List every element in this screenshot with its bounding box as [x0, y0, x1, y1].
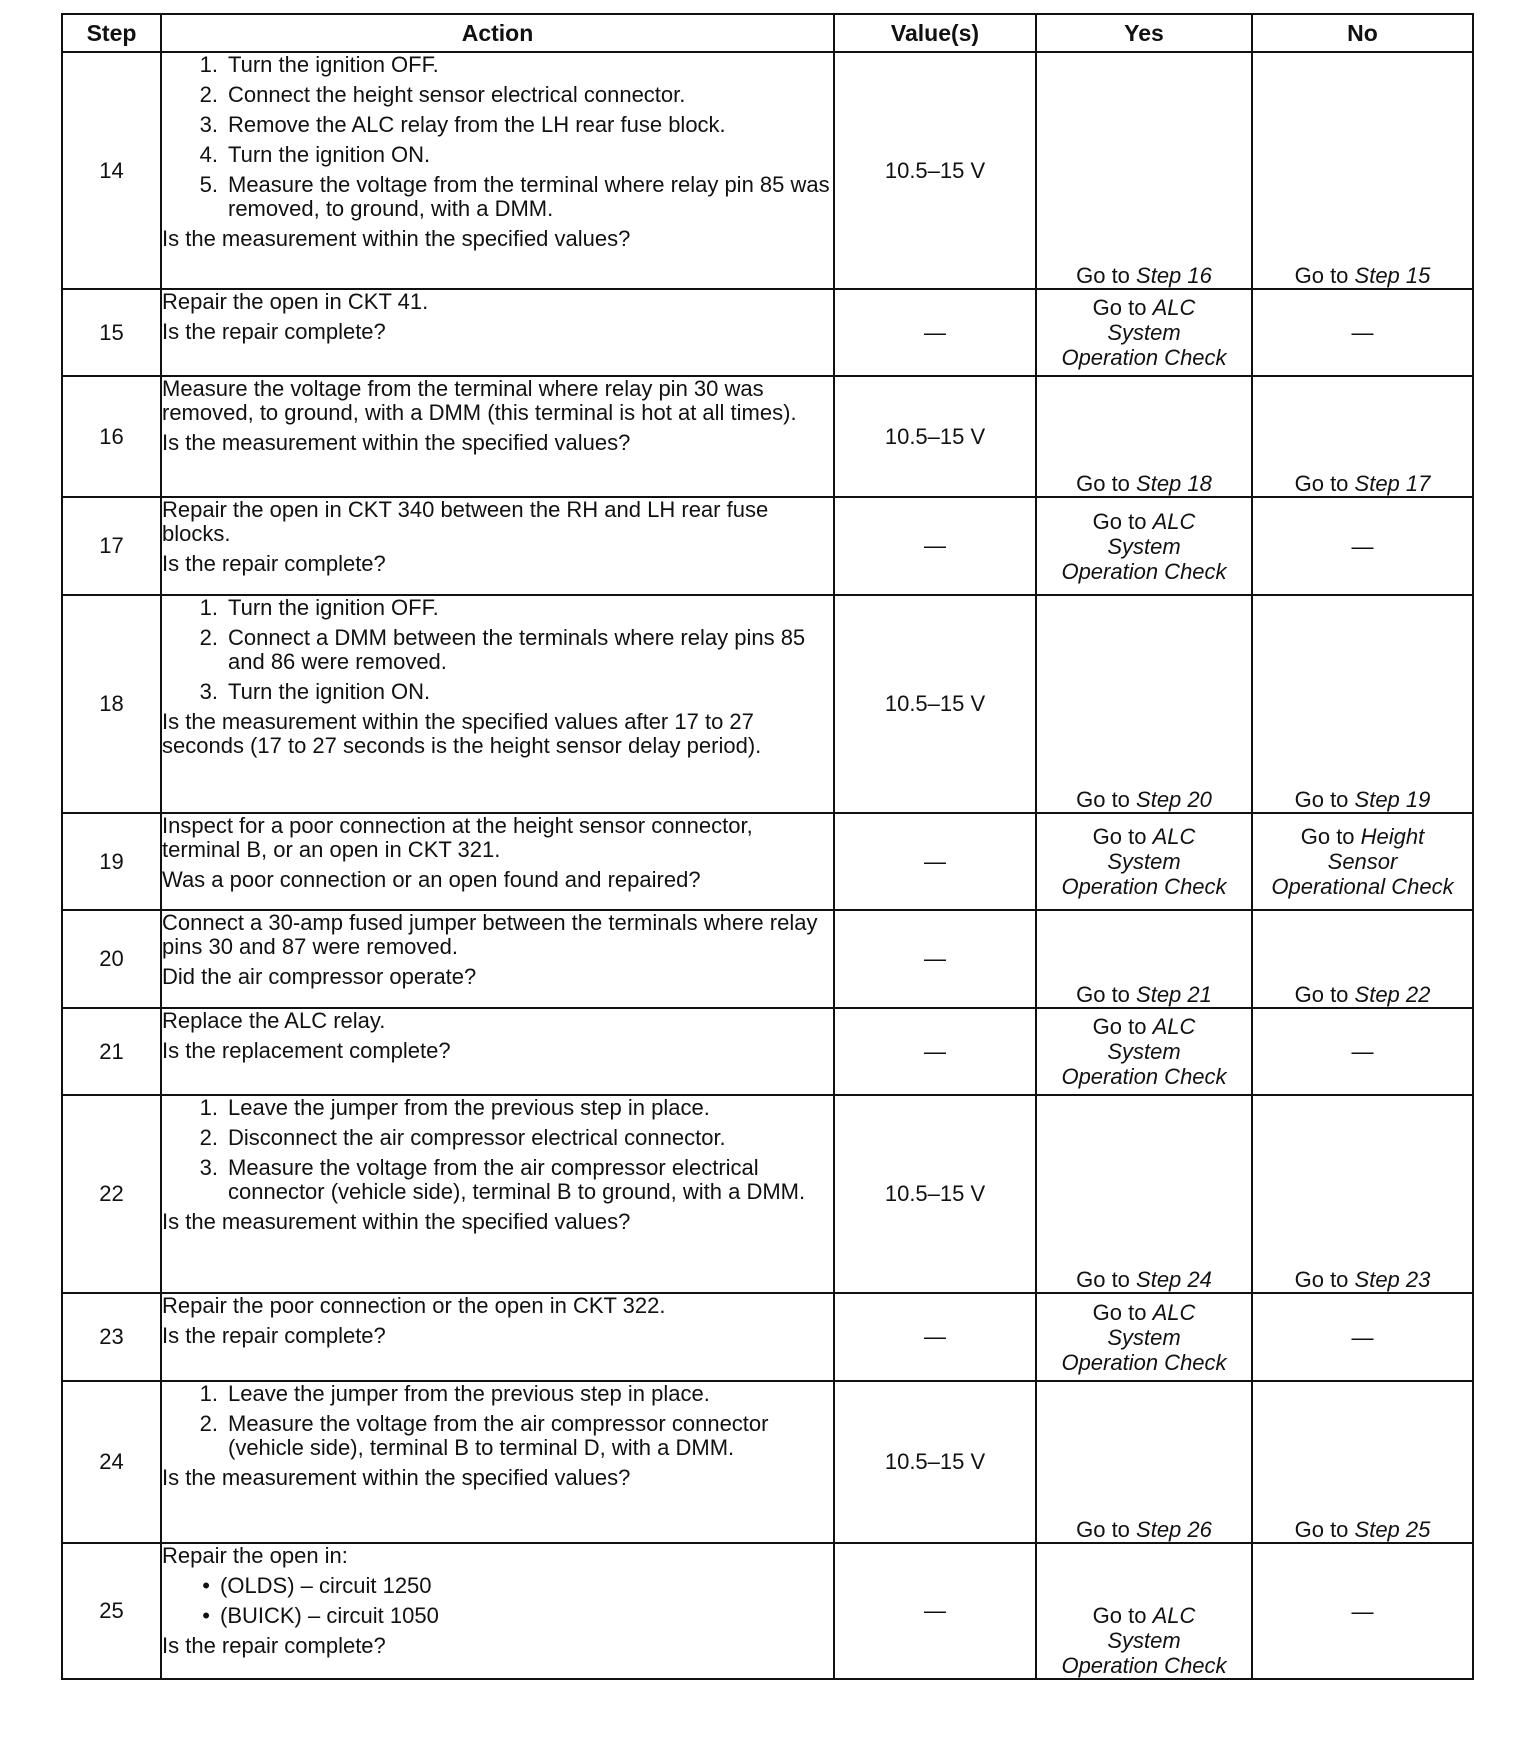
step-index: 3. [199, 112, 218, 137]
bullet-icon: • [202, 1573, 210, 1598]
no-cell [1252, 910, 1473, 1008]
action-cell [161, 595, 834, 813]
value-cell: 10.5–15 V [834, 376, 1036, 497]
step-number: 20 [62, 910, 161, 1008]
goto-link-line3[interactable]: Operation Check [1061, 1349, 1227, 1375]
step-number: 21 [62, 1008, 161, 1095]
goto-prefix: Go to [1294, 471, 1355, 496]
goto-prefix: Go to [1294, 1267, 1355, 1292]
action-bullet-text: (OLDS) – circuit 1250 [220, 1573, 432, 1598]
yes-cell [1036, 813, 1252, 910]
step-number: 15 [62, 289, 161, 376]
header-yes: Yes [1036, 14, 1252, 52]
goto-link-line2[interactable]: System [1107, 1628, 1181, 1653]
goto-line [1037, 824, 1251, 849]
no-cell [1252, 1008, 1473, 1095]
value-cell: — [834, 910, 1036, 1008]
goto-link[interactable]: Step 20 [1136, 787, 1212, 812]
goto-prefix: Go to [1294, 787, 1355, 812]
goto-link-line3[interactable]: Operational Check [1271, 874, 1454, 899]
action-step-text: Measure the voltage from the air compressor electrical connector (vehicle side), terminal B to ground, with a DMM. [228, 1155, 806, 1204]
action-cell [161, 376, 834, 497]
step-number: 14 [62, 52, 161, 289]
goto-line [1253, 824, 1472, 849]
action-question: Is the measurement within the specified values? [162, 226, 631, 251]
action-bullet-text: (BUICK) – circuit 1050 [220, 1603, 439, 1628]
goto-link[interactable]: ALC [1152, 1014, 1196, 1039]
action-cell [161, 52, 834, 289]
action-text: Measure the voltage from the terminal where relay pin 30 was removed, to ground, with a DMM (this terminal is hot at all times). [162, 376, 797, 425]
goto-line [1037, 1014, 1251, 1039]
action-question: Is the measurement within the specified values? [162, 1209, 631, 1234]
action-cell [161, 1008, 834, 1095]
step-number: 19 [62, 813, 161, 910]
table-row [62, 289, 1473, 376]
yes-cell [1036, 497, 1252, 595]
table-row [62, 910, 1473, 1008]
step-index: 1. [199, 1381, 218, 1406]
step-number: 23 [62, 1293, 161, 1381]
action-cell [161, 1293, 834, 1381]
action-question: Did the air compressor operate? [162, 964, 477, 989]
action-step [162, 1382, 833, 1406]
table-row [62, 497, 1473, 595]
action-cell [161, 289, 834, 376]
no-cell [1252, 52, 1473, 289]
action-step [162, 626, 833, 674]
action-step-text: Remove the ALC relay from the LH rear fuse block. [228, 112, 726, 137]
goto-line [1037, 1603, 1251, 1628]
action-cell [161, 1381, 834, 1543]
step-number: 25 [62, 1543, 161, 1679]
value-cell: 10.5–15 V [834, 52, 1036, 289]
goto-link[interactable]: Step 15 [1354, 263, 1431, 288]
step-index: 2. [199, 1125, 218, 1150]
table-row [62, 1543, 1473, 1679]
header-values: Value(s) [834, 14, 1036, 52]
no-cell [1252, 289, 1473, 376]
goto-prefix: Go to [1092, 1603, 1153, 1628]
action-step-text: Turn the ignition OFF. [228, 595, 439, 620]
yes-cell [1036, 1008, 1252, 1095]
no-cell [1252, 1381, 1473, 1543]
goto-link[interactable]: Step 22 [1354, 982, 1431, 1007]
goto-prefix: Go to [1076, 263, 1137, 288]
step-index: 2. [199, 625, 218, 650]
step-number: 18 [62, 595, 161, 813]
action-question: Is the repair complete? [162, 1633, 386, 1658]
goto-link-line2[interactable]: System [1107, 1324, 1181, 1350]
value-cell: — [834, 1543, 1036, 1679]
goto-prefix: Go to [1092, 1014, 1153, 1039]
step-number: 24 [62, 1381, 161, 1543]
action-step-text: Connect the height sensor electrical connector. [228, 82, 686, 107]
step-index: 2. [199, 1411, 218, 1436]
action-step [162, 143, 833, 167]
yes-cell [1036, 376, 1252, 497]
dash: — [1351, 320, 1374, 345]
goto-link-line2[interactable]: System [1107, 533, 1181, 559]
goto-line [1037, 1300, 1251, 1325]
dash: — [1351, 1039, 1374, 1064]
goto-link-line2[interactable]: System [1107, 1039, 1181, 1064]
value-cell: — [834, 289, 1036, 376]
goto-link[interactable]: ALC [1152, 508, 1196, 534]
action-cell [161, 910, 834, 1008]
goto-prefix: Go to [1092, 508, 1153, 534]
table-row [62, 595, 1473, 813]
goto-prefix: Go to [1294, 263, 1355, 288]
action-step-text: Turn the ignition ON. [228, 679, 431, 704]
header-step: Step [62, 14, 161, 52]
goto-link[interactable]: ALC [1152, 295, 1196, 320]
no-cell [1252, 376, 1473, 497]
goto-prefix: Go to [1076, 471, 1137, 496]
goto-prefix: Go to [1076, 982, 1137, 1007]
yes-cell [1036, 1095, 1252, 1293]
goto-link[interactable]: Step 18 [1136, 471, 1212, 496]
action-text: Repair the open in CKT 340 between the RH and LH rear fuse blocks. [162, 497, 769, 546]
action-bullet [162, 1604, 833, 1628]
no-cell [1252, 1543, 1473, 1679]
action-cell [161, 497, 834, 595]
table-header [62, 14, 1473, 52]
action-text: Replace the ALC relay. [162, 1008, 386, 1033]
no-cell [1252, 595, 1473, 813]
action-text: Repair the open in: [162, 1543, 348, 1568]
yes-cell [1036, 1293, 1252, 1381]
goto-link-line3[interactable]: Operation Check [1061, 345, 1227, 370]
step-index: 3. [199, 679, 218, 704]
goto-line [1037, 509, 1251, 534]
action-step-text: Measure the voltage from the air compressor connector (vehicle side), terminal B to terminal D, with a DMM. [228, 1411, 769, 1460]
table-row [62, 813, 1473, 910]
action-steps [162, 1382, 833, 1460]
value-cell: 10.5–15 V [834, 1381, 1036, 1543]
step-index: 4. [199, 142, 218, 167]
action-step-text: Connect a DMM between the terminals where relay pins 85 and 86 were removed. [228, 625, 806, 674]
goto-link[interactable]: Step 21 [1136, 982, 1212, 1007]
goto-link[interactable]: Step 19 [1354, 787, 1431, 812]
action-step-text: Leave the jumper from the previous step in place. [228, 1095, 710, 1120]
goto-link[interactable]: ALC [1152, 1603, 1196, 1628]
action-question: Is the replacement complete? [162, 1038, 451, 1063]
action-question: Is the measurement within the specified values? [162, 430, 631, 455]
step-index: 5. [199, 172, 218, 197]
goto-prefix: Go to [1294, 1517, 1355, 1542]
no-cell [1252, 1293, 1473, 1381]
action-step [162, 1126, 833, 1150]
yes-cell [1036, 1543, 1252, 1679]
table-row [62, 52, 1473, 289]
value-cell: — [834, 1293, 1036, 1381]
goto-link-line3[interactable]: Operation Check [1061, 874, 1227, 899]
yes-cell [1036, 52, 1252, 289]
goto-prefix: Go to [1300, 824, 1361, 849]
yes-cell [1036, 595, 1252, 813]
action-step [162, 173, 833, 221]
table-row [62, 376, 1473, 497]
dash: — [1351, 1598, 1374, 1624]
goto-link[interactable]: Step 16 [1136, 263, 1212, 288]
action-question: Is the measurement within the specified values after 17 to 27 seconds (17 to 27 seconds is the height sensor delay period). [162, 709, 762, 758]
action-step [162, 680, 833, 704]
table-row [62, 1095, 1473, 1293]
goto-prefix: Go to [1076, 1517, 1137, 1542]
yes-cell [1036, 289, 1252, 376]
action-text: Repair the poor connection or the open in CKT 322. [162, 1293, 666, 1318]
goto-link-line2[interactable]: System [1107, 320, 1181, 345]
goto-link-line2[interactable]: System [1107, 849, 1181, 874]
step-number: 17 [62, 497, 161, 595]
yes-cell [1036, 910, 1252, 1008]
value-cell: 10.5–15 V [834, 595, 1036, 813]
value-cell: — [834, 1008, 1036, 1095]
action-step [162, 113, 833, 137]
goto-link-line3[interactable]: Operation Check [1061, 1653, 1227, 1678]
goto-link[interactable]: ALC [1152, 824, 1196, 849]
action-step [162, 1096, 833, 1120]
step-index: 3. [199, 1155, 218, 1180]
action-step [162, 1156, 833, 1204]
step-number: 22 [62, 1095, 161, 1293]
action-text: Repair the open in CKT 41. [162, 289, 429, 314]
action-cell [161, 1095, 834, 1293]
action-bullets [162, 1574, 833, 1628]
goto-prefix: Go to [1076, 1267, 1137, 1292]
goto-prefix: Go to [1294, 982, 1355, 1007]
no-cell [1252, 497, 1473, 595]
action-step-text: Turn the ignition ON. [228, 142, 431, 167]
action-steps [162, 53, 833, 221]
action-question: Was a poor connection or an open found and repaired? [162, 867, 701, 892]
action-step [162, 596, 833, 620]
action-step-text: Measure the voltage from the terminal where relay pin 85 was removed, to ground, with a DMM. [228, 172, 830, 221]
no-cell [1252, 813, 1473, 910]
action-question: Is the repair complete? [162, 1323, 386, 1348]
action-step [162, 83, 833, 107]
action-question: Is the measurement within the specified values? [162, 1465, 631, 1490]
action-bullet [162, 1574, 833, 1598]
goto-prefix: Go to [1076, 787, 1137, 812]
action-question: Is the repair complete? [162, 319, 386, 344]
goto-prefix: Go to [1092, 295, 1153, 320]
table-row [62, 1293, 1473, 1381]
step-number: 16 [62, 376, 161, 497]
goto-link[interactable]: Step 17 [1354, 471, 1431, 496]
action-step-text: Turn the ignition OFF. [228, 52, 439, 77]
no-cell [1252, 1095, 1473, 1293]
value-cell: 10.5–15 V [834, 1095, 1036, 1293]
goto-prefix: Go to [1092, 1299, 1153, 1325]
action-step-text: Disconnect the air compressor electrical connector. [228, 1125, 726, 1150]
value-cell: — [834, 813, 1036, 910]
action-text: Connect a 30-amp fused jumper between the terminals where relay pins 30 and 87 were removed. [162, 910, 818, 959]
yes-cell [1036, 1381, 1252, 1543]
action-cell [161, 1543, 834, 1679]
value-cell: — [834, 497, 1036, 595]
action-step [162, 1412, 833, 1460]
action-step [162, 53, 833, 77]
dash: — [1351, 533, 1374, 559]
goto-link[interactable]: Step 25 [1354, 1517, 1431, 1542]
bullet-icon: • [202, 1603, 210, 1628]
action-steps [162, 596, 833, 704]
action-steps [162, 1096, 833, 1204]
goto-link-line3[interactable]: Operation Check [1061, 558, 1227, 584]
header-action: Action [161, 14, 834, 52]
diagnostic-table [61, 13, 1474, 1680]
step-index: 1. [199, 595, 218, 620]
goto-link[interactable]: ALC [1152, 1299, 1196, 1325]
action-step-text: Leave the jumper from the previous step in place. [228, 1381, 710, 1406]
goto-link[interactable]: Height [1360, 824, 1425, 849]
step-index: 2. [199, 82, 218, 107]
goto-prefix: Go to [1092, 824, 1153, 849]
goto-line [1037, 295, 1251, 320]
table-row [62, 1381, 1473, 1543]
header-no: No [1252, 14, 1473, 52]
table-body [62, 52, 1473, 1679]
action-question: Is the repair complete? [162, 551, 386, 576]
table-row [62, 1008, 1473, 1095]
dash: — [1351, 1324, 1374, 1350]
goto-link[interactable]: Step 23 [1354, 1267, 1431, 1292]
goto-link[interactable]: Step 24 [1136, 1267, 1212, 1292]
goto-link[interactable]: Step 26 [1136, 1517, 1212, 1542]
step-index: 1. [199, 52, 218, 77]
action-cell [161, 813, 834, 910]
action-text: Inspect for a poor connection at the height sensor connector, terminal B, or an open in CKT 321. [162, 813, 753, 862]
goto-link-line3[interactable]: Operation Check [1061, 1064, 1227, 1089]
step-index: 1. [199, 1095, 218, 1120]
goto-link-line2[interactable]: Sensor [1327, 849, 1398, 874]
